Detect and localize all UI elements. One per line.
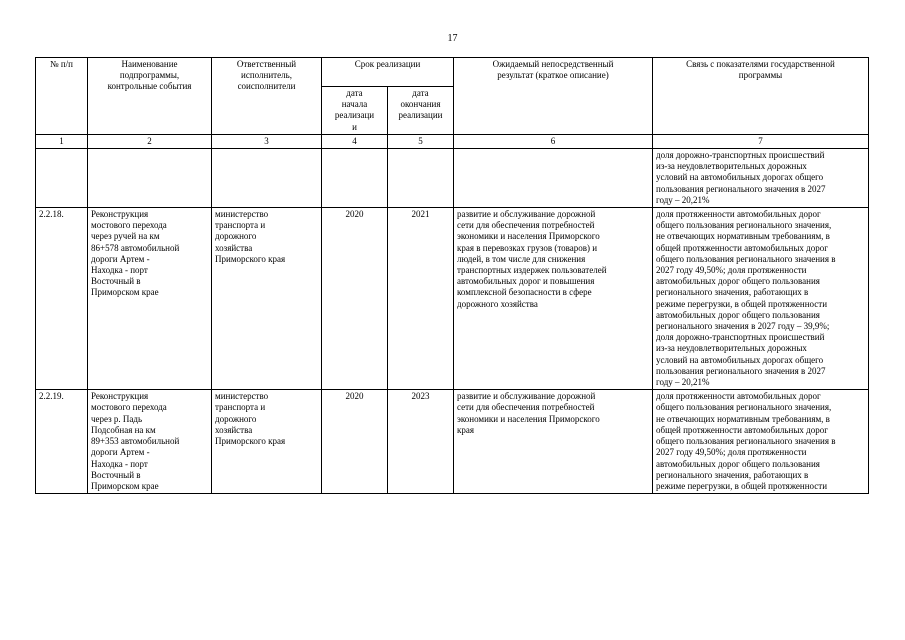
expected-result: развитие и обслуживание дорожной сети для обеспечения потребностей экономики и населения Приморского края <box>454 390 653 494</box>
expected-result <box>454 149 653 208</box>
program-indicators: доля протяженности автомобильных дорог общего пользования регионального значения, не отвечающих нормативным требованиям, в общей протяженности автомобильных дорог общего пользования регионального значения в 2027 году 49,50%; доля протяженности автомобильных дорог общего пользования регионального значения, работающих в режиме перегрузки, в общей протяженности <box>653 390 869 494</box>
event-name: Реконструкция мостового перехода через р. Падь Подсобная на км 89+353 автомобильной дороги Артем - Находка - порт Восточный в Приморском крае <box>88 390 212 494</box>
table-row <box>36 390 869 494</box>
column-number: 5 <box>388 134 454 148</box>
end-year <box>388 149 454 208</box>
start-year <box>322 149 388 208</box>
column-number: 4 <box>322 134 388 148</box>
table-row <box>36 149 869 208</box>
table-row <box>36 208 869 390</box>
expected-result: развитие и обслуживание дорожной сети для обеспечения потребностей экономики и населения Приморского края в перевозках грузов (товаров) и людей, в том числе для снижения транспортных издержек пользователей автомобильных дорог и повышения комплексной безопасности в сфере дорожного хозяйства <box>454 208 653 390</box>
header-number: № п/п <box>36 58 88 135</box>
row-number <box>36 149 88 208</box>
column-numbers-row <box>36 134 869 148</box>
column-number: 2 <box>88 134 212 148</box>
header-end-date: дата окончания реализации <box>388 87 454 135</box>
executor: министерство транспорта и дорожного хозяйства Приморского края <box>212 390 322 494</box>
column-number: 3 <box>212 134 322 148</box>
header-name: Наименование подпрограммы, контрольные события <box>88 58 212 135</box>
program-indicators: доля протяженности автомобильных дорог общего пользования регионального значения, не отвечающих нормативным требованиям, в общей протяженности автомобильных дорог общего пользования регионального значения в 2027 году 49,50%; доля протяженности автомобильных дорог общего пользования регионального значения, работающих в режиме перегрузки, в общей протяженности автомобильных дорог общего пользования регионального значения в 2027 году – 39,9%; доля дорожно-транспортных происшествий из-за неудовлетворительных дорожных условий на автомобильных дорогах общего пользования регионального значения в 2027 году – 20,21% <box>653 208 869 390</box>
header-link: Связь с показателями государственной программы <box>653 58 869 135</box>
start-year: 2020 <box>322 208 388 390</box>
executor: министерство транспорта и дорожного хозяйства Приморского края <box>212 208 322 390</box>
end-year: 2021 <box>388 208 454 390</box>
header-row <box>36 58 869 87</box>
row-number: 2.2.19. <box>36 390 88 494</box>
column-number: 1 <box>36 134 88 148</box>
executor <box>212 149 322 208</box>
page-number: 17 <box>447 33 458 44</box>
program-indicators: доля дорожно-транспортных происшествий из-за неудовлетворительных дорожных условий на автомобильных дорогах общего пользования регионального значения в 2027 году – 20,21% <box>653 149 869 208</box>
column-number: 6 <box>454 134 653 148</box>
program-table <box>35 57 869 494</box>
header-start-date: дата начала реализаци и <box>322 87 388 135</box>
event-name: Реконструкция мостового перехода через ручей на км 86+578 автомобильной дороги Артем - Находка - порт Восточный в Приморском крае <box>88 208 212 390</box>
row-number: 2.2.18. <box>36 208 88 390</box>
header-result: Ожидаемый непосредственный результат (краткое описание) <box>454 58 653 135</box>
start-year: 2020 <box>322 390 388 494</box>
column-number: 7 <box>653 134 869 148</box>
header-executor: Ответственный исполнитель, соисполнители <box>212 58 322 135</box>
event-name <box>88 149 212 208</box>
end-year: 2023 <box>388 390 454 494</box>
header-period: Срок реализации <box>322 58 454 87</box>
